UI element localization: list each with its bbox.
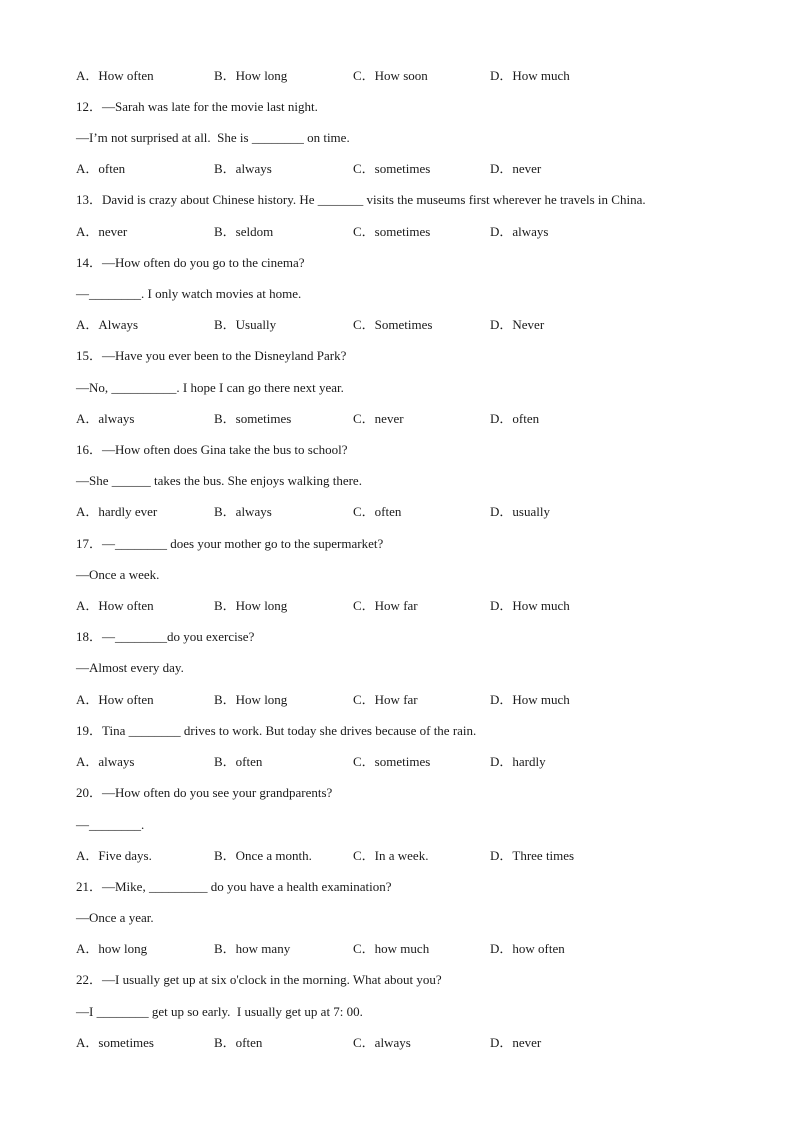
question-13-stem: 13．David is crazy about Chinese history. He _______ visits the museums first wherever he travels in China. (76, 192, 646, 207)
option-d: D．always (490, 224, 549, 239)
option-a: A．always (76, 754, 135, 769)
option-c: C．sometimes (353, 754, 431, 769)
question-16-response: —She ______ takes the bus. She enjoys walking there. (76, 473, 362, 488)
options-row-q20 (76, 847, 756, 865)
option-d: D．How much (490, 692, 570, 707)
option-b: B．always (214, 504, 272, 519)
option-d: D．how often (490, 941, 565, 956)
option-c: C．sometimes (353, 224, 431, 239)
option-c: C．often (353, 504, 402, 519)
question-21-response: —Once a year. (76, 910, 154, 925)
question-17-response: —Once a week. (76, 567, 160, 582)
option-d: D．How much (490, 598, 570, 613)
options-row-q13 (76, 223, 756, 241)
option-a: A．How often (76, 68, 154, 83)
option-a: A．sometimes (76, 1035, 154, 1050)
option-b: B．How long (214, 598, 288, 613)
question-12-response: —I’m not surprised at all. She is ________ on time. (76, 130, 350, 145)
option-a: A．always (76, 411, 135, 426)
question-21-stem: 21．—Mike, _________ do you have a health examination? (76, 879, 392, 894)
options-row-q12 (76, 160, 756, 178)
option-b: B．Once a month. (214, 848, 312, 863)
option-b: B．How long (214, 68, 288, 83)
option-a: A．Always (76, 317, 139, 332)
question-18-stem: 18．—________do you exercise? (76, 629, 255, 644)
options-row-q19 (76, 753, 756, 771)
question-22-stem: 22．—I usually get up at six o'clock in the morning. What about you? (76, 972, 442, 987)
option-b: B．often (214, 754, 263, 769)
option-a: A．how long (76, 941, 148, 956)
option-b: B．How long (214, 692, 288, 707)
option-b: B．always (214, 161, 272, 176)
option-b: B．seldom (214, 224, 274, 239)
option-a: A．hardly ever (76, 504, 158, 519)
question-19-stem: 19．Tina ________ drives to work. But today she drives because of the rain. (76, 723, 477, 738)
option-b: B．how many (214, 941, 291, 956)
option-c: C．Sometimes (353, 317, 433, 332)
option-b: B．often (214, 1035, 263, 1050)
option-a: A．Five days. (76, 848, 152, 863)
option-c: C．How soon (353, 68, 428, 83)
question-14-stem: 14．—How often do you go to the cinema? (76, 255, 305, 270)
option-a: A．How often (76, 692, 154, 707)
options-row-q22 (76, 1034, 756, 1052)
question-18-response: —Almost every day. (76, 660, 184, 675)
option-d: D．never (490, 161, 542, 176)
option-c: C．never (353, 411, 404, 426)
option-d: D．Never (490, 317, 545, 332)
option-c: C．How far (353, 598, 418, 613)
question-15-stem: 15．—Have you ever been to the Disneyland Park? (76, 348, 347, 363)
options-row-q11 (76, 67, 756, 85)
option-c: C．How far (353, 692, 418, 707)
options-row-q21 (76, 940, 756, 958)
options-row-q17 (76, 597, 756, 615)
option-c: C．In a week. (353, 848, 429, 863)
option-a: A．often (76, 161, 126, 176)
question-20-response: —________. (76, 817, 145, 832)
option-c: C．always (353, 1035, 411, 1050)
options-row-q14 (76, 316, 756, 334)
option-d: D．Three times (490, 848, 575, 863)
question-15-response: —No, __________. I hope I can go there next year. (76, 380, 344, 395)
option-b: B．Usually (214, 317, 277, 332)
option-d: D．How much (490, 68, 570, 83)
option-d: D．usually (490, 504, 550, 519)
question-16-stem: 16．—How often does Gina take the bus to school? (76, 442, 348, 457)
option-a: A．How often (76, 598, 154, 613)
option-d: D．hardly (490, 754, 546, 769)
option-c: C．how much (353, 941, 430, 956)
question-22-response: —I ________ get up so early. I usually get up at 7: 00. (76, 1004, 363, 1019)
option-c: C．sometimes (353, 161, 431, 176)
option-d: D．often (490, 411, 540, 426)
option-a: A．never (76, 224, 128, 239)
question-14-response: —________. I only watch movies at home. (76, 286, 302, 301)
question-20-stem: 20．—How often do you see your grandparents? (76, 785, 333, 800)
options-row-q18 (76, 691, 756, 709)
options-row-q16 (76, 503, 756, 521)
option-d: D．never (490, 1035, 542, 1050)
question-17-stem: 17．—________ does your mother go to the supermarket? (76, 536, 384, 551)
option-b: B．sometimes (214, 411, 292, 426)
options-row-q15 (76, 410, 756, 428)
question-12-stem: 12．—Sarah was late for the movie last night. (76, 99, 318, 114)
